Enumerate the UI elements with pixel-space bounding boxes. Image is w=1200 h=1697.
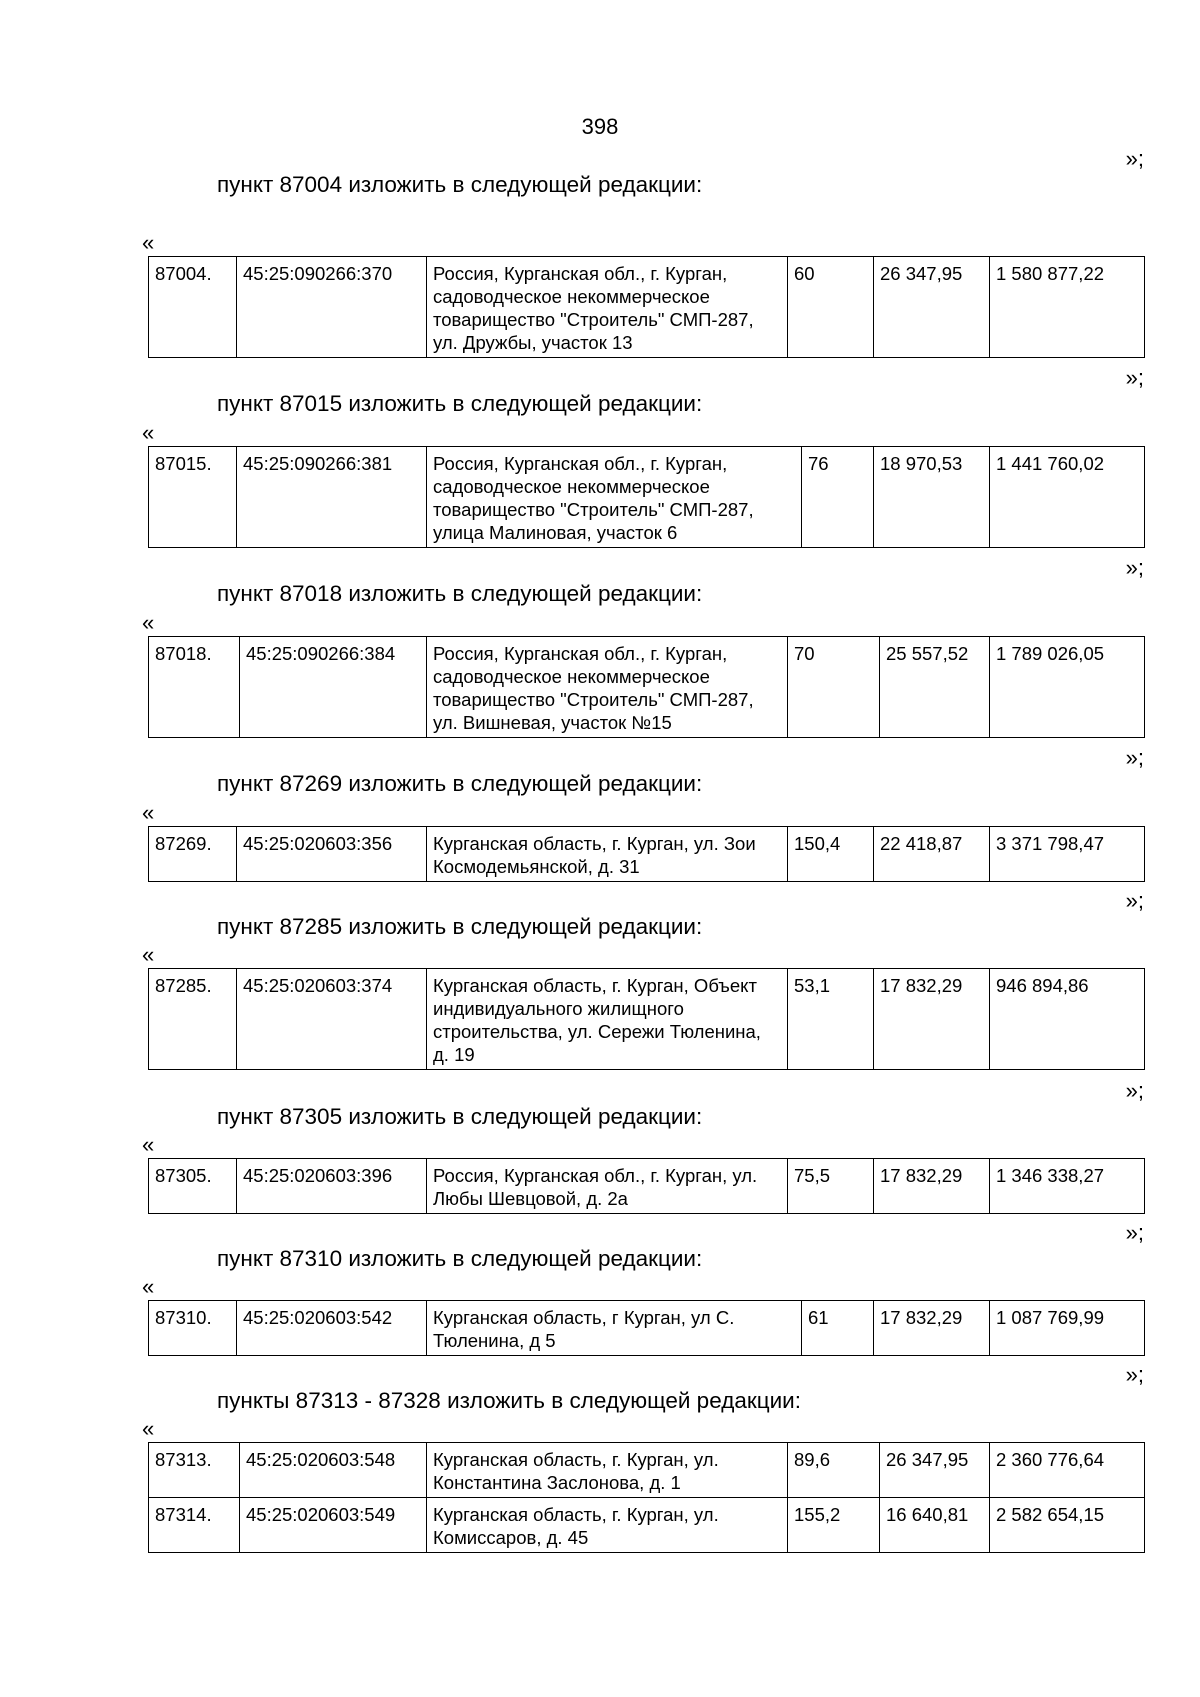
- closing-quote: »;: [1125, 365, 1144, 390]
- table-row: [149, 637, 1145, 738]
- row-number: 87004.: [149, 257, 237, 358]
- unit-price: 17 832,29: [874, 969, 990, 1070]
- address: Курганская область, г. Курган, ул. Зои Космодемьянской, д. 31: [427, 827, 788, 882]
- table-row: [149, 827, 1145, 882]
- row-number: 87313.: [149, 1443, 240, 1498]
- row-number: 87269.: [149, 827, 237, 882]
- address: Россия, Курганская обл., г. Курган, садоводческое некоммерческое товарищество "Строитель" СМП-287, ул. Дружбы, участок 13: [427, 257, 788, 358]
- entry-table: [148, 826, 1145, 882]
- address: Курганская область, г. Курган, ул. Комиссаров, д. 45: [427, 1498, 788, 1553]
- section-heading: пункт 87305 изложить в следующей редакции:: [217, 1104, 703, 1129]
- unit-price: 17 832,29: [874, 1301, 990, 1356]
- row-number: 87015.: [149, 447, 237, 548]
- entry-table: [148, 636, 1145, 738]
- cadastral-number: 45:25:020603:542: [237, 1301, 427, 1356]
- total-value: 1 580 877,22: [990, 257, 1145, 358]
- opening-quote: «: [142, 230, 155, 255]
- cadastral-number: 45:25:020603:356: [237, 827, 427, 882]
- row-number: 87305.: [149, 1159, 237, 1214]
- address: Россия, Курганская обл., г. Курган, садоводческое некоммерческое товарищество "Строитель" СМП-287, улица Малиновая, участок 6: [427, 447, 802, 548]
- address: Курганская область, г. Курган, ул. Константина Заслонова, д. 1: [427, 1443, 788, 1498]
- opening-quote: «: [142, 1132, 155, 1157]
- opening-quote: «: [142, 610, 155, 635]
- entry-table: [148, 968, 1145, 1070]
- row-number: 87018.: [149, 637, 240, 738]
- opening-quote: «: [142, 1416, 155, 1441]
- cadastral-number: 45:25:090266:370: [237, 257, 427, 358]
- total-value: 1 087 769,99: [990, 1301, 1145, 1356]
- opening-quote: «: [142, 942, 155, 967]
- section-heading: пункт 87004 изложить в следующей редакции:: [217, 172, 703, 197]
- total-value: 946 894,86: [990, 969, 1145, 1070]
- area: 89,6: [788, 1443, 880, 1498]
- section-heading: пункт 87018 изложить в следующей редакции:: [217, 581, 703, 606]
- area: 75,5: [788, 1159, 874, 1214]
- entry-table: [148, 1300, 1145, 1356]
- cadastral-number: 45:25:090266:381: [237, 447, 427, 548]
- opening-quote: «: [142, 1274, 155, 1299]
- area: 53,1: [788, 969, 874, 1070]
- area: 61: [802, 1301, 874, 1356]
- address: Курганская область, г Курган, ул С. Тюленина, д 5: [427, 1301, 802, 1356]
- table-row: [149, 1443, 1145, 1498]
- table-row: [149, 1159, 1145, 1214]
- cadastral-number: 45:25:020603:549: [240, 1498, 427, 1553]
- opening-quote: «: [142, 800, 155, 825]
- address: Курганская область, г. Курган, Объект индивидуального жилищного строительства, ул. Сережи Тюленина, д. 19: [427, 969, 788, 1070]
- unit-price: 25 557,52: [880, 637, 990, 738]
- opening-quote: «: [142, 420, 155, 445]
- total-value: 2 582 654,15: [990, 1498, 1145, 1553]
- closing-quote: »;: [1125, 555, 1144, 580]
- area: 150,4: [788, 827, 874, 882]
- table-row: [149, 1498, 1145, 1553]
- closing-quote: »;: [1125, 1362, 1144, 1387]
- unit-price: 26 347,95: [874, 257, 990, 358]
- row-number: 87310.: [149, 1301, 237, 1356]
- page-number: 398: [581, 114, 619, 139]
- table-row: [149, 969, 1145, 1070]
- unit-price: 22 418,87: [874, 827, 990, 882]
- table-row: [149, 447, 1145, 548]
- total-value: 1 789 026,05: [990, 637, 1145, 738]
- section-heading: пункт 87269 изложить в следующей редакции:: [217, 771, 703, 796]
- total-value: 1 346 338,27: [990, 1159, 1145, 1214]
- entry-table: [148, 446, 1145, 548]
- closing-quote: »;: [1125, 146, 1144, 171]
- unit-price: 26 347,95: [880, 1443, 990, 1498]
- closing-quote: »;: [1125, 888, 1144, 913]
- area: 76: [802, 447, 874, 548]
- cadastral-number: 45:25:020603:396: [237, 1159, 427, 1214]
- total-value: 3 371 798,47: [990, 827, 1145, 882]
- address: Россия, Курганская обл., г. Курган, ул. Любы Шевцовой, д. 2а: [427, 1159, 788, 1214]
- entry-table: [148, 256, 1145, 358]
- table-row: [149, 257, 1145, 358]
- closing-quote: »;: [1125, 1078, 1144, 1103]
- section-heading: пункт 87015 изложить в следующей редакции:: [217, 391, 703, 416]
- section-heading: пункт 87285 изложить в следующей редакции:: [217, 914, 703, 939]
- total-value: 1 441 760,02: [990, 447, 1145, 548]
- row-number: 87314.: [149, 1498, 240, 1553]
- total-value: 2 360 776,64: [990, 1443, 1145, 1498]
- unit-price: 18 970,53: [874, 447, 990, 548]
- area: 70: [788, 637, 880, 738]
- entry-table: [148, 1442, 1145, 1553]
- section-heading: пункт 87310 изложить в следующей редакции:: [217, 1246, 703, 1271]
- table-row: [149, 1301, 1145, 1356]
- closing-quote: »;: [1125, 1220, 1144, 1245]
- unit-price: 17 832,29: [874, 1159, 990, 1214]
- section-heading: пункты 87313 - 87328 изложить в следующей редакции:: [217, 1388, 801, 1413]
- entry-table: [148, 1158, 1145, 1214]
- cadastral-number: 45:25:090266:384: [240, 637, 427, 738]
- unit-price: 16 640,81: [880, 1498, 990, 1553]
- address: Россия, Курганская обл., г. Курган, садоводческое некоммерческое товарищество "Строитель" СМП-287, ул. Вишневая, участок №15: [427, 637, 788, 738]
- cadastral-number: 45:25:020603:374: [237, 969, 427, 1070]
- cadastral-number: 45:25:020603:548: [240, 1443, 427, 1498]
- area: 155,2: [788, 1498, 880, 1553]
- closing-quote: »;: [1125, 745, 1144, 770]
- row-number: 87285.: [149, 969, 237, 1070]
- area: 60: [788, 257, 874, 358]
